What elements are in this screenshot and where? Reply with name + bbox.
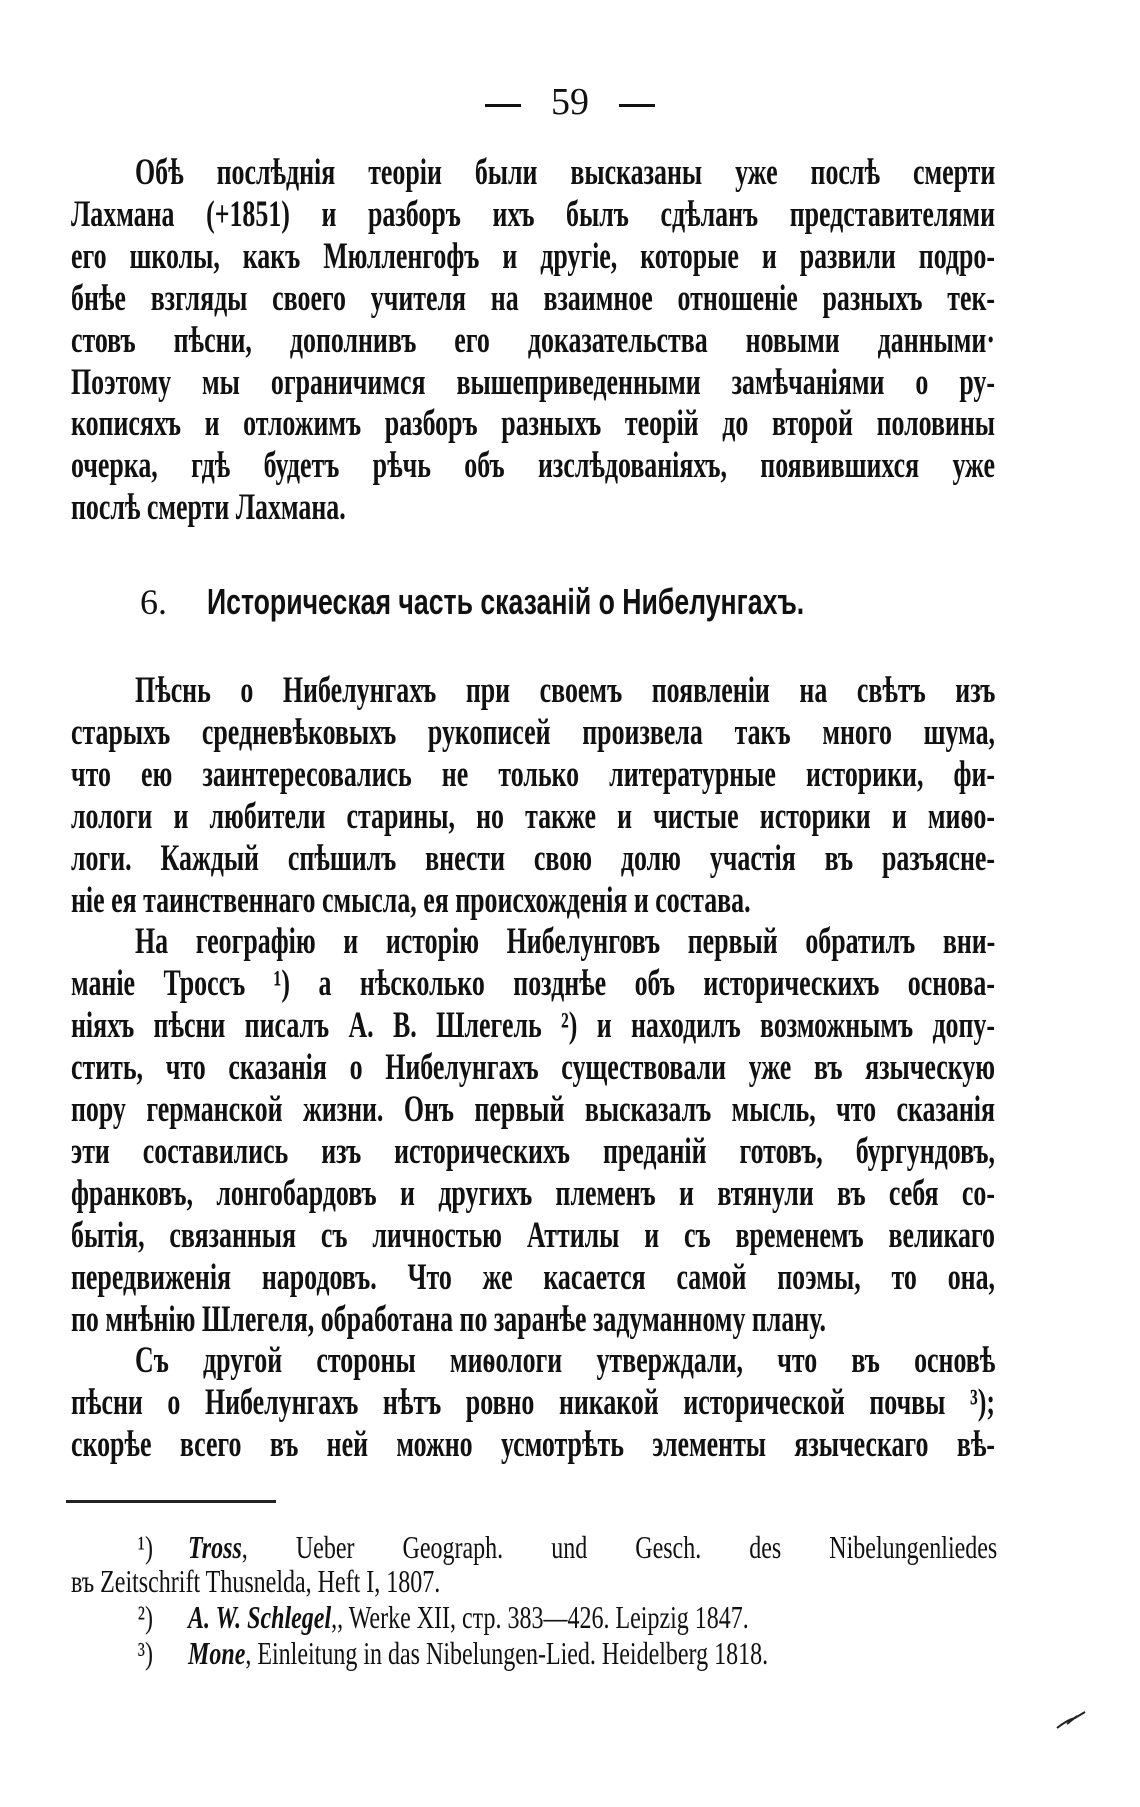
section-heading — [140, 581, 805, 623]
text-line: Обѣ послѣднія теоріи были высказаны уже послѣ смерти — [135, 152, 996, 193]
footnote-mark: ¹) — [137, 1529, 153, 1565]
dash-right — [619, 104, 655, 107]
footnote-text: , Ueber Geograph. und Gesch. des Nibelungenliedes — [241, 1529, 998, 1565]
text-line: старыхъ средневѣковыхъ рукописей произвела такъ много шума, — [71, 711, 995, 753]
text-line: лологи и любители старины, но также и чистые историки и миѳо- — [71, 795, 995, 837]
page-number-text: 59 — [551, 81, 589, 123]
text-line: бытія, связанныя съ личностью Аттилы и съ временемъ великаго — [71, 1214, 995, 1256]
text-line: На географію и исторію Нибелунговъ первый обратилъ вни- — [135, 921, 996, 963]
page-number — [0, 80, 1140, 124]
text-line: ніе ея таинственнаго смысла, ея происхожденія и состава. — [71, 879, 751, 921]
text-line: очерка, гдѣ будетъ рѣчь объ изслѣдованіяхъ, появившихся уже — [71, 445, 995, 487]
text-line: передвиженія народовъ. Что же касается самой поэмы, то она, — [71, 1256, 995, 1298]
text-line: пѣсни о Нибелунгахъ нѣтъ ровно никакой исторической почвы ³); — [71, 1382, 995, 1424]
ink-mark — [1055, 1708, 1089, 1732]
text-line: его школы, какъ Мюлленгофъ и другіе, которые и развили подро- — [71, 235, 995, 277]
text-line: ніяхъ пѣсни писалъ А. В. Шлегель ²) и находилъ возможнымъ допу- — [71, 1005, 995, 1047]
text-line: бнѣе взгляды своего учителя на взаимное отношеніе разныхъ тек- — [71, 277, 995, 319]
footnote-author: A. W. Schlegel — [188, 1599, 332, 1635]
footnote-mark: ²) — [137, 1599, 153, 1635]
text-line: пору германской жизни. Онъ первый высказалъ мысль, что сказанія — [71, 1089, 995, 1130]
text-line: Съ другой стороны миѳологи утверждали, что въ основѣ — [135, 1340, 996, 1382]
text-line: стить, что сказанія о Нибелунгахъ существовали уже въ языческую — [71, 1047, 995, 1089]
section-title: Историческая часть сказаній о Нибелунгахъ. — [207, 581, 805, 622]
text-line: Лахмана (+1851) и разборъ ихъ былъ сдѣланъ представителями — [71, 193, 995, 235]
footnote-author: Tross — [188, 1529, 242, 1565]
footnote-author: Mone — [188, 1635, 246, 1671]
text-line: стовъ пѣсни, дополнивъ его доказательства новыми данными· — [71, 319, 995, 361]
text-line: эти составились изъ историческихъ преданій готовъ, бургундовъ, — [71, 1130, 995, 1172]
text-line: по мнѣнію Шлегеля, обработана по заранѣе задуманному плану. — [71, 1298, 827, 1340]
text-line: что ею заинтересовались не только литературные историки, фи- — [71, 753, 995, 795]
text-line: кописяхъ и отложимъ разборъ разныхъ теорій до второй половины — [71, 403, 995, 445]
footnote-text: , Einleitung in das Nibelungen-Lied. Heidelberg 1818. — [245, 1635, 769, 1671]
text-line: Пѣснь о Нибелунгахъ при своемъ появленіи на свѣтъ изъ — [135, 670, 996, 711]
footnote-2 — [137, 1599, 749, 1635]
text-line: франковъ, лонгобардовъ и другихъ племенъ и втянули въ себя со- — [71, 1172, 995, 1214]
section-number: 6. — [140, 582, 167, 622]
footnote-text: ,, Werke XII, стр. 383—426. Leipzig 1847. — [331, 1599, 749, 1635]
footnote-3 — [137, 1635, 769, 1671]
footnote-1 — [137, 1529, 998, 1565]
text-line: скорѣе всего въ ней можно усмотрѣть элементы языческаго вѣ- — [71, 1424, 995, 1466]
footnote-mark: ³) — [137, 1635, 153, 1671]
dash-left — [485, 104, 521, 107]
text-line: маніе Троссъ ¹) а нѣсколько позднѣе объ историческихъ основа- — [71, 963, 995, 1005]
text-line: логи. Каждый спѣшилъ внести свою долю участія въ разъясне- — [71, 837, 995, 879]
text-line: послѣ смерти Лахмана. — [71, 487, 346, 529]
footnote-rule — [66, 1500, 276, 1503]
footnote-1-continuation: въ Zeitschrift Thusnelda, Heft I, 1807. — [71, 1563, 441, 1599]
text-line: Поэтому мы ограничимся вышеприведенными замѣчаніями о ру- — [71, 361, 995, 403]
